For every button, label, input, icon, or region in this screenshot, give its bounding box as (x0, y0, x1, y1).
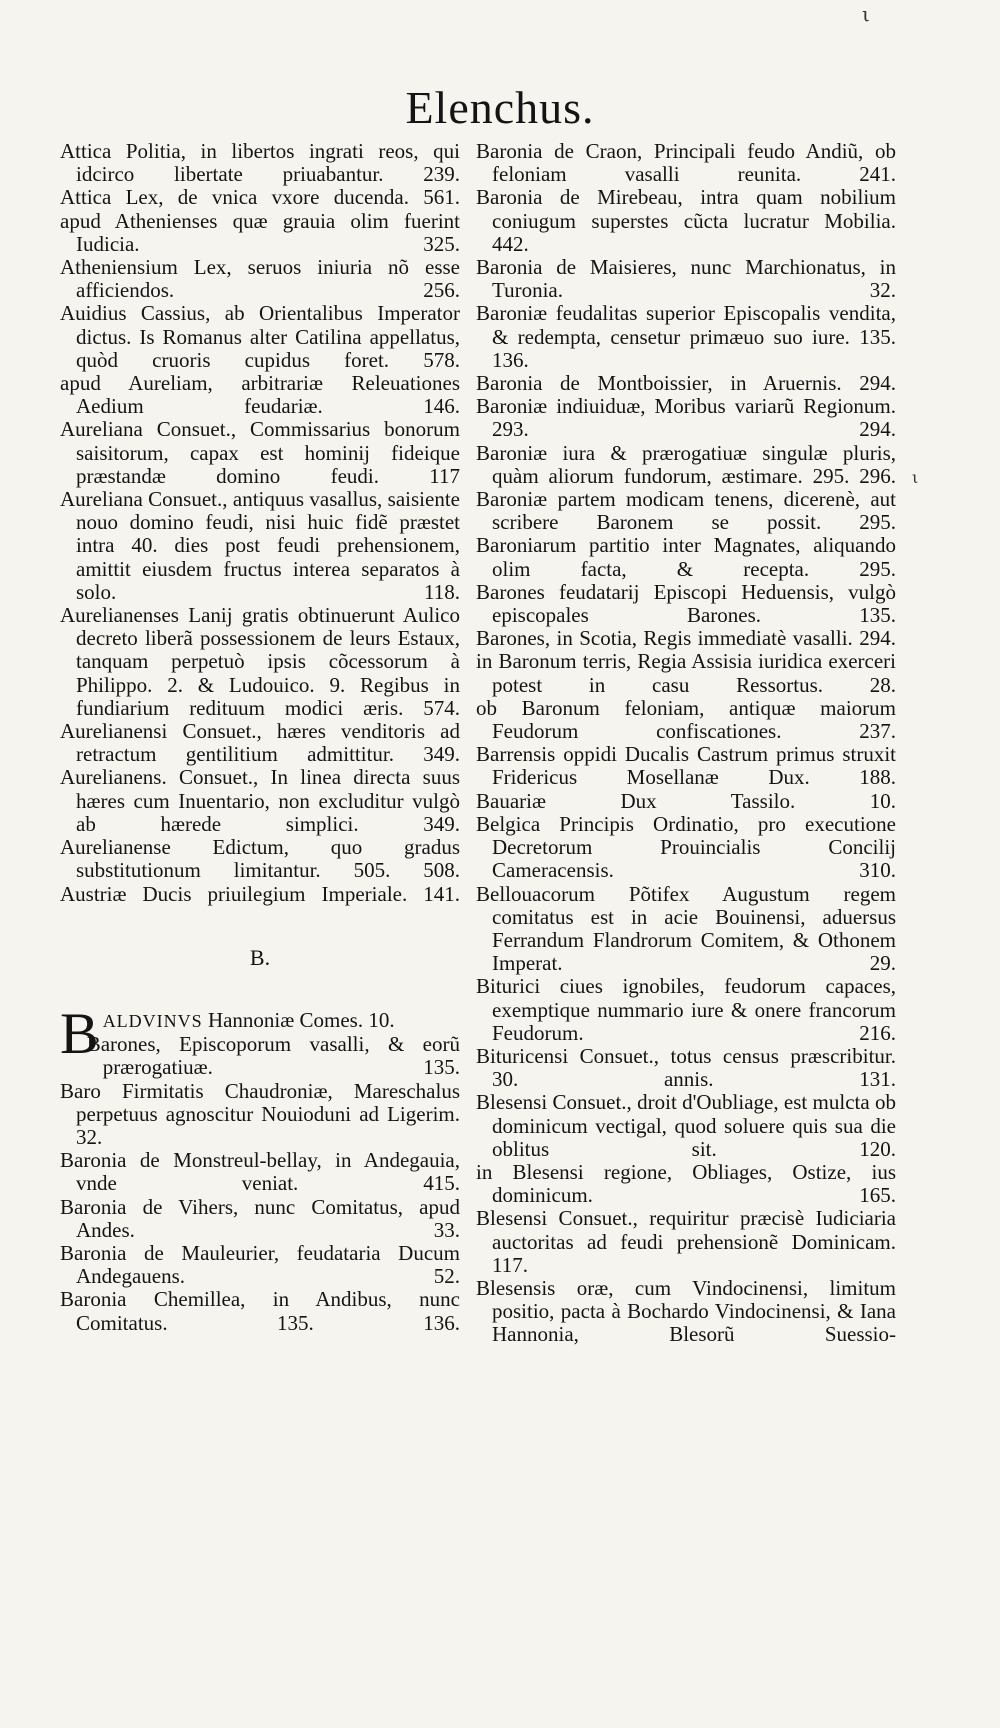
index-entry: Belgica Principis Ordinatio, pro executione Decretorum Prouincialis Concilij Cameracensis. 310. (476, 811, 896, 883)
index-entry: Aurelianense Edictum, quo gradus substitutionum limitantur. 505. 508. (60, 835, 460, 883)
index-entry: Baroniæ iura & prærogatiuæ singulæ pluris, quàm aliorum fundorum, æstimare. 295. 296. (476, 440, 896, 488)
index-entry: Baronia de Vihers, nunc Comitatus, apud Andes. 33. (60, 1194, 460, 1242)
index-entry: in Blesensi regione, Obliages, Ostize, ius dominicum. 165. (476, 1159, 896, 1208)
index-entry: Baroniæ indiuiduæ, Moribus variarũ Regionum. 293. 294. (476, 394, 896, 442)
index-column-left (60, 140, 460, 1335)
ink-mark: ι (862, 2, 870, 26)
index-entry: Baronia de Maisieres, nunc Marchionatus, in Turonia. 32. (476, 255, 896, 303)
index-entry: Aurelianenses Lanij gratis obtinuerunt Aulico decreto liberã possessionem de leurs Estaux, tanquam perpetuò ipsis cõcessorum à Philippo. 2. & Ludouico. 9. Regibus in fundiarium redituum modici æris. 574. (60, 603, 460, 720)
index-entry: Baronia de Montboissier, in Aruernis. 294. (476, 371, 896, 396)
index-entry: Aureliana Consuet., Commissarius bonorum saisitorum, capax est hominij fideique præstandæ domino feudi. 117 (60, 417, 460, 488)
drop-cap: B (60, 1000, 99, 1066)
index-entry: Baronia de Craon, Principali feudo Andiũ, ob feloniam vasalli reunita. 241. (476, 139, 896, 187)
index-entry: Atheniensium Lex, seruos iniuria nõ esse afficiendos. 256. (60, 255, 460, 303)
index-entry: Attica Lex, de vnica vxore ducenda. 561. (60, 185, 460, 210)
index-entry: Auidius Cassius, ab Orientalibus Imperator dictus. Is Romanus alter Catilina appellatus, quòd cruoris cupidus foret. 578. (60, 301, 460, 372)
index-entry: ob Baronum feloniam, antiquæ maiorum Feudorum confiscationes. 237. (476, 695, 896, 744)
initial-caps: ALDVINVS (102, 1010, 203, 1031)
index-entry: Aureliana Consuet., antiquus vasallus, saisiente nouo domino feudi, nisi huic fidẽ præstet intra 40. dies post feudi prehensionem, amittit eiusdem fructus interea separatos à solo. 118. (60, 487, 460, 604)
initial-rest: Hannoniæ Comes. 10. (207, 1007, 395, 1032)
index-entry: Baronia de Monstreul-bellay, in Andegauia, vnde veniat. 415. (60, 1148, 460, 1196)
index-entry: Baronia de Mauleurier, feudataria Ducum Andegauens. 52. (60, 1240, 460, 1289)
index-entry: Austriæ Ducis priuilegium Imperiale. 141. (60, 881, 460, 906)
index-entry: Blesensis oræ, cum Vindocinensi, limitum positio, pacta à Bochardo Vindocinensi, & Iana Hannonia, Blesorũ Suessio- (476, 1275, 896, 1347)
index-entry: Barrensis oppidi Ducalis Castrum primus struxit Fridericus Mosellanæ Dux. 188. (476, 742, 896, 790)
ink-mark: ι (912, 468, 919, 487)
index-entry: Aurelianens. Consuet., In linea directa suus hæres cum Inuentario, non excluditur vulgò ab hærede simplici. 349. (60, 765, 460, 836)
index-entry: Baronia Chemillea, in Andibus, nunc Comitatus. 135. 136. (60, 1287, 460, 1335)
index-entry: Baro Firmitatis Chaudroniæ, Mareschalus perpetuus agnoscitur Nouioduni ad Ligerim. 32. (60, 1078, 460, 1149)
index-entry: Baroniæ partem modicam tenens, dicerenè, aut scribere Baronem se possit. 295. (476, 487, 896, 535)
section-letter: B. (249, 944, 271, 970)
index-entry: Blesensi Consuet., droit d'Oubliage, est mulcta ob dominicum vectigal, quod soluere quis sua die oblitus sit. 120. (476, 1090, 896, 1161)
index-entry: apud Athenienses quæ grauia olim fuerint Iudicia. 325. (60, 208, 460, 256)
index-entry: Attica Politia, in libertos ingrati reos, qui idcirco libertate priuabantur. 239. (60, 139, 460, 187)
index-entry: apud Aureliam, arbitrariæ Releuationes Aedium feudariæ. 146. (60, 371, 460, 419)
index-entry: Baroniarum partitio inter Magnates, aliquando olim facta, & recepta. 295. (476, 533, 896, 581)
index-entry: in Baronum terris, Regia Assisia iuridica exerceri potest in casu Ressortus. 28. (476, 649, 896, 697)
index-entry: Baroniæ feudalitas superior Episcopalis vendita, & redempta, censetur primæuo suo iure. 135. 136. (476, 301, 896, 372)
index-entry: Barones, Episcoporum vasalli, & eorũ prærogatiuæ. 135. (86, 1032, 460, 1080)
index-entry: Bauariæ Dux Tassilo. 10. (476, 788, 896, 813)
page-title: Elenchus. (405, 82, 595, 133)
index-entry: Baronia de Mirebeau, intra quam nobilium coniugum superstes cũcta lucratur Mobilia. 442. (476, 185, 896, 256)
index-entry: Barones feudatarij Episcopi Heduensis, vulgò episcopales Barones. 135. (476, 579, 896, 628)
index-entry: Bellouacorum Põtifex Augustum regem comitatus est in acie Bouinensi, aduersus Ferrandum Flandrorum Comitem, & Othonem Imperat. 29. (476, 881, 896, 976)
index-column-right (476, 140, 896, 1347)
index-entry: Barones, in Scotia, Regis immediatè vasalli. 294. (476, 626, 896, 651)
index-entry: Bituricensi Consuet., totus census præscribitur. 30. annis. 131. (476, 1043, 896, 1092)
index-entry: Blesensi Consuet., requiritur præcisè Iudiciaria auctoritas ad feudi prehensionẽ Dominicam. 117. (476, 1206, 896, 1277)
index-entry: Aurelianensi Consuet., hæres venditoris ad retractum gentilitium admittitur. 349. (60, 719, 460, 767)
index-entry: Biturici ciues ignobiles, feudorum capaces, exemptique nummario iure & onere francorum Feudorum. 216. (476, 974, 896, 1045)
